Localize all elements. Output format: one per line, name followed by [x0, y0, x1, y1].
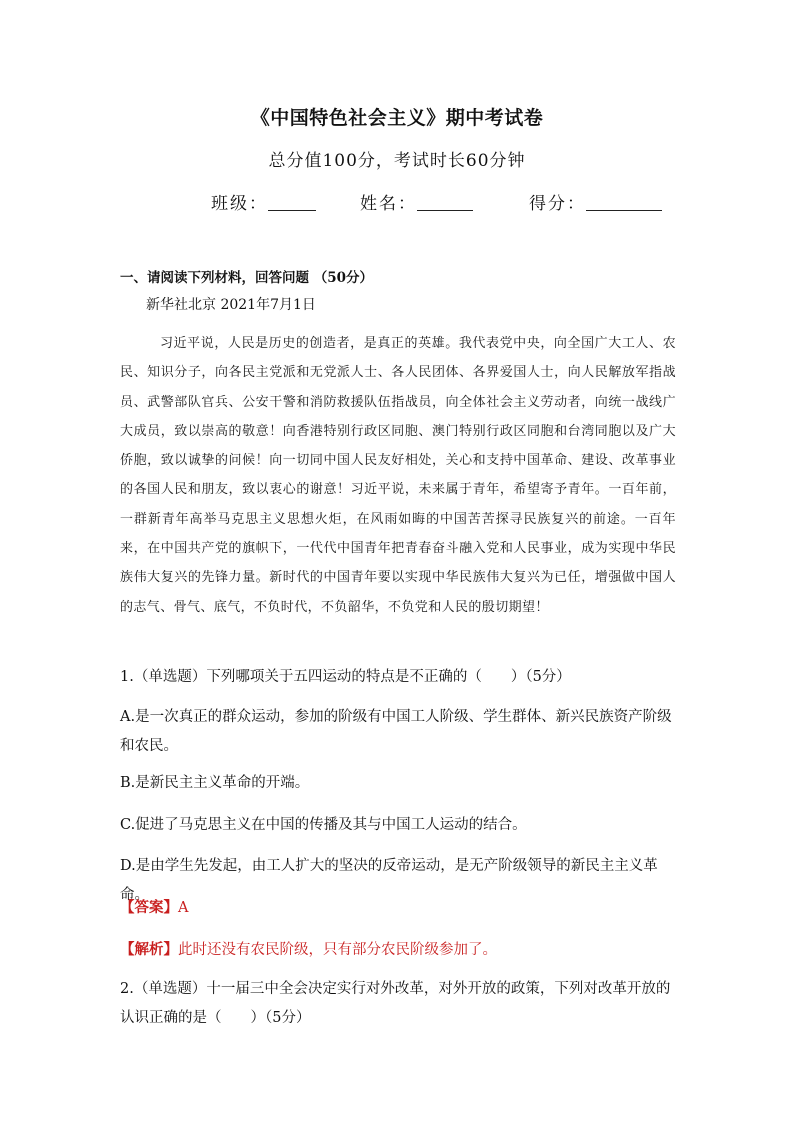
name-field — [360, 189, 473, 214]
exam-title: 《中国特色社会主义》期中考试卷 — [250, 107, 544, 129]
answer-tag: 【答案】 — [120, 899, 178, 916]
section-heading: 一、请阅读下列材料，回答问题 （50分） — [120, 270, 373, 286]
class-label: 班级： — [211, 194, 268, 214]
news-dateline: 新华社北京 2021年7月1日 — [146, 297, 316, 313]
question-1-option-b: B.是新民主主义革命的开端。 — [120, 775, 310, 791]
score-label: 得分： — [529, 194, 586, 214]
analysis-text: 此时还没有农民阶级，只有部分农民阶级参加了。 — [178, 942, 497, 958]
name-label: 姓名： — [360, 194, 417, 214]
name-blank[interactable] — [417, 194, 473, 211]
question-1-answer — [120, 893, 680, 923]
question-1-analysis — [120, 935, 680, 965]
answer-value: A — [178, 900, 189, 916]
question-2-stem: 2.（单选题）十一届三中全会决定实行对外改革，对外开放的政策，下列对改革开放的认识正确的是（ ）（5分） — [120, 981, 671, 1026]
question-1-option-d: D.是由学生先发起，由工人扩大的坚决的反帝运动，是无产阶级领导的新民主主义革命。 — [120, 858, 658, 903]
score-field — [529, 189, 662, 214]
reading-material: 习近平说，人民是历史的创造者，是真正的英雄。我代表党中央，向全国广大工人、农民、知识分子，向各民主党派和无党派人士、各人民团体、各界爱国人士，向人民解放军指战员、武警部队官兵、公安干警和消防救援队伍指战员，向全体社会主义劳动者，向统一战线广大成员，致以崇高的敬意！向香港特别行政区同胞、澳门特别行政区同胞和台湾同胞以及广大侨胞，致以诚挚的问候！向一切同中国人民友好相处，关心和支持中国革命、建设、改革事业的各国人民和朋友，致以衷心的谢意！习近平说，未来属于青年，希望寄予青年。一百年前，一群新青年高举马克思主义思想火炬，在风雨如晦的中国苦苦探寻民族复兴的前途。一百年来，在中国共产党的旗帜下，一代代中国青年把青春奋斗融入党和人民事业，成为实现中华民族伟大复兴的先锋力量。新时代的中国青年要以实现中华民族伟大复兴为已任，增强做中国人的志气、骨气、底气，不负时代，不负韶华，不负党和人民的殷切期望！ — [120, 336, 676, 615]
question-1-option-c: C.促进了马克思主义在中国的传播及其与中国工人运动的结合。 — [120, 817, 527, 833]
question-1-stem: 1.（单选题）下列哪项关于五四运动的特点是不正确的（ ）（5分） — [120, 669, 571, 685]
analysis-tag: 【解析】 — [120, 941, 178, 958]
score-blank[interactable] — [586, 194, 662, 211]
exam-subtitle: 总分值100分，考试时长60分钟 — [268, 151, 526, 171]
class-blank[interactable] — [268, 194, 316, 211]
question-1-option-a: A.是一次真正的群众运动，参加的阶级有中国工人阶级、学生群体、新兴民族资产阶级和农民。 — [120, 709, 672, 754]
class-field — [211, 189, 316, 214]
